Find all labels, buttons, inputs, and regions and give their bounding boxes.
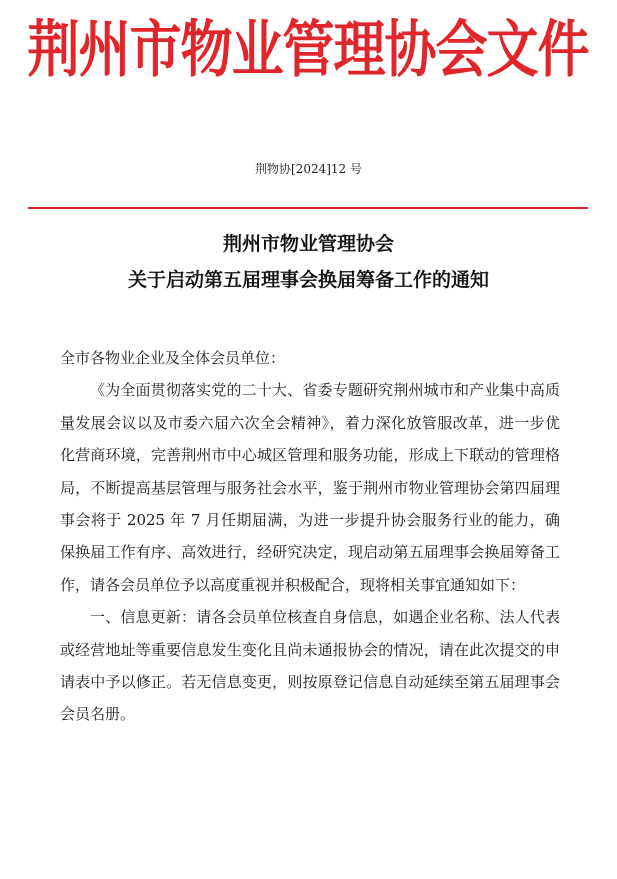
notice-title — [0, 226, 617, 298]
body-paragraph-2: 一、信息更新：请各会员单位核查自身信息，如遇企业名称、法人代表或经营地址等重要信息发生变化且尚未通报协会的情况，请在此次提交的申请表中予以修正。若无信息变更，则按原登记信息自动延续至第五届理事会会员名册。 — [60, 608, 560, 724]
body-paragraph-1: 《为全面贯彻落实党的二十大、省委专题研究荆州城市和产业集中高质量发展会议以及市委六届六次全会精神》，着力深化放管服改革，进一步优化营商环境，完善荆州市中心城区管理和服务功能，形成上下联动的管理格局，不断提高基层管理与服务社会水平，鉴于荆州市物业管理协会第四届理事会将于 2025 年 7 月任期届满，为进一步提升协会服务行业的能力，确保换届工作有序、高效进行，经研究决定，现启动第五届理事会换届筹备工作，请各会员单位予以高度重视并积极配合，现将相关事宜通知如下： — [60, 381, 560, 594]
notice-title-line-2: 关于启动第五届理事会换届筹备工作的通知 — [127, 269, 489, 291]
red-divider-line — [28, 207, 588, 209]
document-masthead: 荆州市物业管理协会文件 — [27, 15, 589, 86]
document-number: 荆物协[2024]12 号 — [255, 162, 362, 176]
salutation: 全市各物业企业及全体会员单位： — [60, 349, 286, 367]
notice-title-line-1: 荆州市物业管理协会 — [222, 233, 394, 255]
notice-body — [60, 342, 560, 731]
